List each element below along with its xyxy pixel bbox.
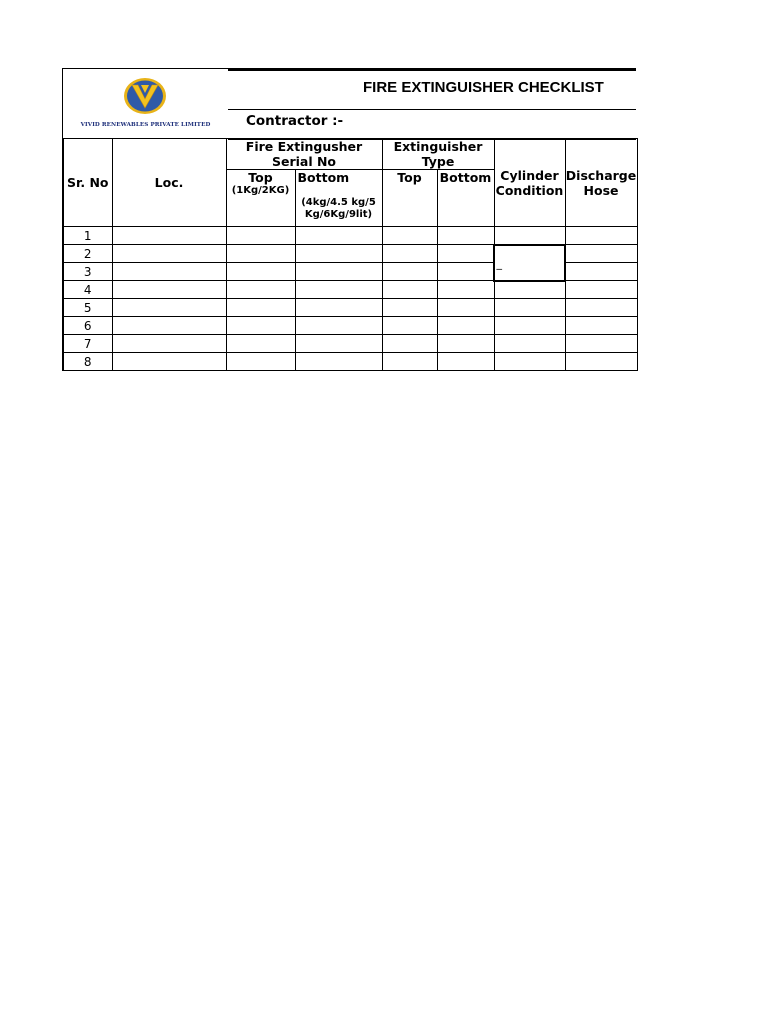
table-cell[interactable]	[494, 353, 565, 371]
table-cell[interactable]	[437, 353, 494, 371]
table-cell[interactable]	[295, 245, 382, 263]
table-cell[interactable]	[226, 317, 295, 335]
contractor-label: Contractor :-	[246, 113, 344, 129]
table-cell[interactable]	[494, 299, 565, 317]
table-cell[interactable]	[437, 299, 494, 317]
row-number-cell[interactable]: 3	[63, 263, 112, 281]
table-cell[interactable]	[295, 281, 382, 299]
table-row	[63, 299, 637, 317]
row-number-cell[interactable]: 8	[63, 353, 112, 371]
table-cell[interactable]	[382, 281, 437, 299]
table-cell[interactable]	[565, 227, 637, 245]
table-cell[interactable]	[437, 263, 494, 281]
table-cell[interactable]	[437, 317, 494, 335]
table-cell[interactable]	[437, 245, 494, 263]
table-cell[interactable]	[112, 263, 226, 281]
table-cell[interactable]	[382, 335, 437, 353]
table-cell[interactable]	[437, 335, 494, 353]
cell-mark: _	[496, 257, 502, 270]
table-cell[interactable]	[112, 227, 226, 245]
table-cell[interactable]	[295, 227, 382, 245]
table-cell[interactable]	[112, 281, 226, 299]
table-cell[interactable]	[565, 281, 637, 299]
contractor-row	[228, 108, 636, 140]
table-cell[interactable]	[382, 317, 437, 335]
header-serial-bottom	[295, 170, 382, 227]
table-cell[interactable]	[295, 263, 382, 281]
header-type-top: Top	[382, 170, 437, 227]
table-cell[interactable]	[565, 317, 637, 335]
table-cell[interactable]	[226, 227, 295, 245]
row-number-cell[interactable]: 6	[63, 317, 112, 335]
checklist-sheet	[62, 68, 636, 371]
table-row	[63, 335, 637, 353]
header-type-bottom: Bottom	[437, 170, 494, 227]
page-title: FIRE EXTINGUISHER CHECKLIST	[363, 79, 604, 96]
table-cell[interactable]	[112, 353, 226, 371]
table-row	[63, 227, 637, 245]
header-loc: Loc.	[112, 139, 226, 227]
serial-top-label: Top	[248, 170, 273, 185]
table-cell[interactable]	[494, 317, 565, 335]
table-cell[interactable]	[565, 335, 637, 353]
header-cylinder: Cylinder Condition	[494, 139, 565, 227]
table-cell[interactable]	[494, 281, 565, 299]
table-cell[interactable]	[112, 299, 226, 317]
table-row	[63, 317, 637, 335]
table-row	[63, 353, 637, 371]
table-cell[interactable]	[226, 245, 295, 263]
table-cell[interactable]	[382, 353, 437, 371]
logo-emblem-icon	[123, 77, 167, 115]
table-cell[interactable]	[494, 335, 565, 353]
sheet-header	[62, 68, 636, 138]
company-name: VIVID RENEWABLES PRIVATE LIMITED	[80, 122, 211, 128]
table-body	[63, 227, 637, 371]
table-cell[interactable]	[226, 281, 295, 299]
header-discharge: Discharge Hose	[565, 139, 637, 227]
table-cell[interactable]	[437, 227, 494, 245]
table-cell[interactable]	[437, 281, 494, 299]
title-row	[228, 68, 636, 110]
table-row	[63, 281, 637, 299]
table-cell[interactable]	[494, 227, 565, 245]
row-number-cell[interactable]: 5	[63, 299, 112, 317]
row-number-cell[interactable]: 2	[63, 245, 112, 263]
serial-top-sub: (1Kg/2KG)	[231, 185, 290, 196]
table-cell[interactable]	[112, 317, 226, 335]
table-cell[interactable]	[565, 299, 637, 317]
table-cell[interactable]	[112, 245, 226, 263]
table-cell[interactable]	[226, 353, 295, 371]
table-cell[interactable]	[565, 263, 637, 281]
header-sr-no: Sr. No	[63, 139, 112, 227]
serial-bottom-label: Bottom	[297, 170, 350, 185]
table-cell[interactable]	[295, 353, 382, 371]
header-serial-group: Fire Extingusher Serial No	[226, 139, 382, 170]
company-logo	[63, 68, 228, 139]
row-number-cell[interactable]: 4	[63, 281, 112, 299]
table-cell[interactable]	[565, 245, 637, 263]
table-cell[interactable]	[295, 299, 382, 317]
table-cell[interactable]	[226, 335, 295, 353]
table-row	[63, 245, 637, 263]
table-cell[interactable]	[295, 335, 382, 353]
row-number-cell[interactable]: 1	[63, 227, 112, 245]
row-number-cell[interactable]: 7	[63, 335, 112, 353]
table-cell[interactable]	[565, 353, 637, 371]
header-serial-top	[226, 170, 295, 227]
table-cell[interactable]	[494, 245, 565, 281]
table-cell[interactable]	[382, 245, 437, 263]
table-cell[interactable]	[226, 299, 295, 317]
table-cell[interactable]	[226, 263, 295, 281]
serial-bottom-sub: (4kg/4.5 kg/5Kg/6Kg/9lit)	[301, 197, 376, 220]
table-cell[interactable]	[112, 335, 226, 353]
table-cell[interactable]	[382, 263, 437, 281]
checklist-table	[62, 138, 638, 371]
table-cell[interactable]	[382, 227, 437, 245]
header-type-group: Extinguisher Type	[382, 139, 494, 170]
table-cell[interactable]	[295, 317, 382, 335]
table-cell[interactable]	[382, 299, 437, 317]
